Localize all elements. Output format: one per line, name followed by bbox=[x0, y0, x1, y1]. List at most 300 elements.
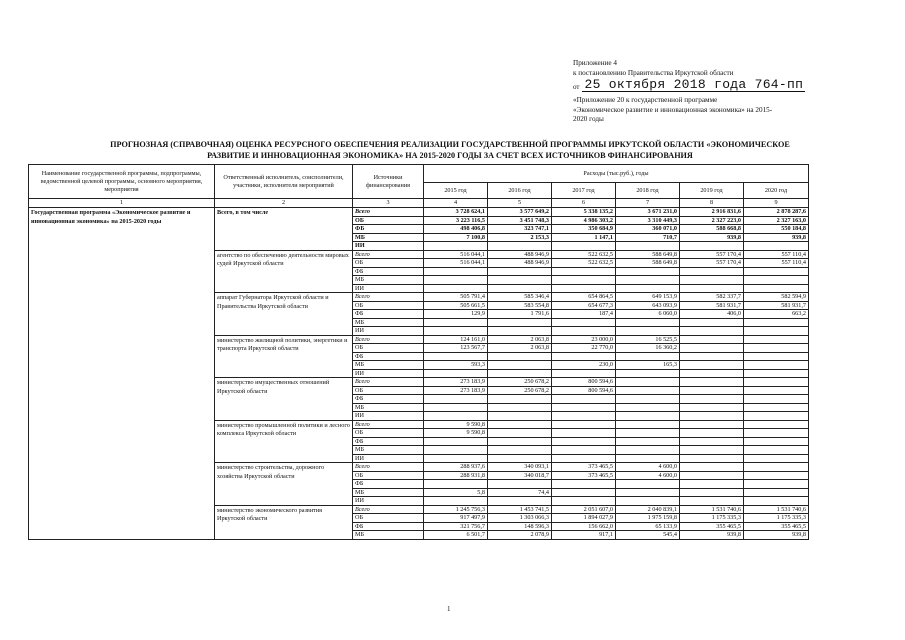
source-cell: ОБ bbox=[353, 386, 424, 395]
amount-cell bbox=[616, 352, 680, 361]
source-cell: ИИ bbox=[353, 412, 424, 421]
amount-cell bbox=[488, 395, 552, 404]
amount-cell bbox=[616, 318, 680, 327]
annex-ref-line: «Экономическое развитие и инновационная экономика» на 2015- bbox=[573, 105, 773, 114]
amount-cell: 165,3 bbox=[616, 361, 680, 370]
source-cell: Всего bbox=[353, 505, 424, 514]
amount-cell bbox=[680, 318, 744, 327]
amount-cell bbox=[680, 352, 744, 361]
amount-cell: 550 184,8 bbox=[744, 225, 809, 234]
amount-cell: 581 931,7 bbox=[744, 301, 809, 310]
amount-cell bbox=[488, 318, 552, 327]
amount-cell bbox=[488, 454, 552, 463]
amount-cell: 588 668,8 bbox=[680, 225, 744, 234]
source-cell: МБ bbox=[353, 446, 424, 455]
document-title bbox=[50, 139, 850, 161]
amount-cell bbox=[552, 327, 616, 336]
amount-cell: 522 632,5 bbox=[552, 250, 616, 259]
source-cell: ОБ bbox=[353, 301, 424, 310]
amount-cell: 1 175 335,3 bbox=[680, 514, 744, 523]
amount-cell bbox=[488, 497, 552, 506]
source-cell: ИИ bbox=[353, 497, 424, 506]
amount-cell: 355 465,5 bbox=[744, 522, 809, 531]
amount-cell: 2 063,8 bbox=[488, 335, 552, 344]
amount-cell bbox=[616, 284, 680, 293]
annex-number: Приложение 4 bbox=[573, 59, 617, 67]
amount-cell: 2 078,9 bbox=[488, 531, 552, 540]
amount-cell bbox=[680, 344, 744, 353]
amount-cell bbox=[680, 497, 744, 506]
amount-cell bbox=[680, 335, 744, 344]
amount-cell bbox=[552, 242, 616, 251]
header-program: Наименование государственной программы, подпрограммы, ведомственной целевой программы, основного мероприятия, мероприятия bbox=[29, 165, 215, 199]
source-cell: МБ bbox=[353, 318, 424, 327]
amount-cell bbox=[552, 437, 616, 446]
amount-cell bbox=[744, 420, 809, 429]
source-cell: МБ bbox=[353, 403, 424, 412]
amount-cell: 1 245 756,3 bbox=[424, 505, 488, 514]
amount-cell bbox=[488, 480, 552, 489]
amount-cell: 123 567,7 bbox=[424, 344, 488, 353]
column-index: 7 bbox=[616, 199, 680, 208]
amount-cell bbox=[488, 429, 552, 438]
amount-cell: 2 051 607,0 bbox=[552, 505, 616, 514]
executor-cell: министерство имущественных отношений Иркутской области bbox=[215, 378, 353, 421]
decree-date-stamp: 25 октября 2018 года 764-пп bbox=[584, 77, 804, 93]
amount-cell: 917 497,9 bbox=[424, 514, 488, 523]
amount-cell bbox=[680, 403, 744, 412]
amount-cell bbox=[744, 335, 809, 344]
amount-cell: 3 728 624,1 bbox=[424, 208, 488, 217]
amount-cell: 710,7 bbox=[616, 233, 680, 242]
amount-cell bbox=[616, 276, 680, 285]
source-cell: Всего bbox=[353, 208, 424, 217]
amount-cell: 273 183,9 bbox=[424, 386, 488, 395]
amount-cell: 360 071,0 bbox=[616, 225, 680, 234]
amount-cell bbox=[680, 454, 744, 463]
amount-cell bbox=[424, 318, 488, 327]
amount-cell: 16 360,2 bbox=[616, 344, 680, 353]
amount-cell: 800 594,6 bbox=[552, 386, 616, 395]
column-index: 2 bbox=[215, 199, 353, 208]
amount-cell: 4 600,0 bbox=[616, 471, 680, 480]
amount-cell: 593,3 bbox=[424, 361, 488, 370]
amount-cell: 65 133,9 bbox=[616, 522, 680, 531]
amount-cell bbox=[744, 361, 809, 370]
amount-cell: 545,4 bbox=[616, 531, 680, 540]
amount-cell: 1 531 740,6 bbox=[744, 505, 809, 514]
header-year: 2017 год bbox=[552, 183, 616, 199]
page-number: 1 bbox=[447, 605, 451, 613]
header-year: 2019 год bbox=[680, 183, 744, 199]
amount-cell bbox=[488, 412, 552, 421]
amount-cell bbox=[680, 395, 744, 404]
source-cell: ФБ bbox=[353, 352, 424, 361]
source-cell: ОБ bbox=[353, 259, 424, 268]
source-cell: ОБ bbox=[353, 429, 424, 438]
amount-cell bbox=[616, 412, 680, 421]
amount-cell: 1 975 159,8 bbox=[616, 514, 680, 523]
amount-cell: 4 986 303,2 bbox=[552, 216, 616, 225]
amount-cell: 498 406,8 bbox=[424, 225, 488, 234]
amount-cell bbox=[488, 284, 552, 293]
amount-cell bbox=[616, 242, 680, 251]
amount-cell: 340 018,7 bbox=[488, 471, 552, 480]
executor-cell: министерство строительства, дорожного хозяйства Иркутской области bbox=[215, 463, 353, 506]
amount-cell: 488 946,9 bbox=[488, 259, 552, 268]
amount-cell bbox=[616, 369, 680, 378]
from-prefix: от bbox=[573, 82, 580, 91]
amount-cell bbox=[552, 497, 616, 506]
source-cell: Всего bbox=[353, 420, 424, 429]
annex-program-reference bbox=[573, 96, 833, 125]
header-year: 2015 год bbox=[424, 183, 488, 199]
amount-cell bbox=[616, 437, 680, 446]
amount-cell bbox=[744, 488, 809, 497]
amount-cell bbox=[744, 454, 809, 463]
amount-cell bbox=[616, 480, 680, 489]
amount-cell: 148 596,3 bbox=[488, 522, 552, 531]
program-name-cell: Государственная программа «Экономическое развитие и инновационная экономика» на 2015-2020 годы bbox=[29, 208, 215, 540]
annex-header bbox=[573, 59, 833, 125]
column-index: 1 bbox=[29, 199, 215, 208]
amount-cell: 6 060,0 bbox=[616, 310, 680, 319]
amount-cell bbox=[680, 463, 744, 472]
source-cell: МБ bbox=[353, 361, 424, 370]
amount-cell bbox=[616, 395, 680, 404]
amount-cell bbox=[424, 352, 488, 361]
amount-cell: 2 153,3 bbox=[488, 233, 552, 242]
amount-cell: 939,8 bbox=[744, 531, 809, 540]
amount-cell bbox=[424, 446, 488, 455]
amount-cell bbox=[424, 497, 488, 506]
amount-cell: 74,4 bbox=[488, 488, 552, 497]
amount-cell: 350 684,9 bbox=[552, 225, 616, 234]
amount-cell: 5 338 135,2 bbox=[552, 208, 616, 217]
amount-cell bbox=[424, 454, 488, 463]
amount-cell: 187,4 bbox=[552, 310, 616, 319]
amount-cell: 6 501,7 bbox=[424, 531, 488, 540]
amount-cell bbox=[680, 412, 744, 421]
source-cell: ИИ bbox=[353, 369, 424, 378]
amount-cell: 3 671 231,0 bbox=[616, 208, 680, 217]
amount-cell: 800 594,6 bbox=[552, 378, 616, 387]
table-row bbox=[29, 208, 809, 217]
source-cell: ОБ bbox=[353, 514, 424, 523]
amount-cell: 1 175 335,3 bbox=[744, 514, 809, 523]
amount-cell: 3 310 449,3 bbox=[616, 216, 680, 225]
amount-cell bbox=[744, 352, 809, 361]
amount-cell bbox=[552, 369, 616, 378]
source-cell: Всего bbox=[353, 463, 424, 472]
column-index: 6 bbox=[552, 199, 616, 208]
amount-cell bbox=[680, 267, 744, 276]
amount-cell bbox=[616, 488, 680, 497]
amount-cell bbox=[744, 429, 809, 438]
amount-cell: 1 894 027,9 bbox=[552, 514, 616, 523]
executor-cell: Всего, в том числе bbox=[215, 208, 353, 251]
amount-cell bbox=[488, 446, 552, 455]
amount-cell: 588 649,8 bbox=[616, 250, 680, 259]
amount-cell: 355 465,5 bbox=[680, 522, 744, 531]
amount-cell: 129,9 bbox=[424, 310, 488, 319]
amount-cell bbox=[616, 378, 680, 387]
amount-cell: 124 161,0 bbox=[424, 335, 488, 344]
amount-cell: 22 770,0 bbox=[552, 344, 616, 353]
amount-cell bbox=[680, 284, 744, 293]
amount-cell: 2 327 163,0 bbox=[744, 216, 809, 225]
amount-cell bbox=[680, 276, 744, 285]
source-cell: ФБ bbox=[353, 437, 424, 446]
resource-table bbox=[28, 164, 809, 540]
amount-cell bbox=[488, 369, 552, 378]
amount-cell: 505 791,4 bbox=[424, 293, 488, 302]
executor-cell: аппарат Губернатора Иркутской области и Правительства Иркутской области bbox=[215, 293, 353, 336]
amount-cell bbox=[744, 497, 809, 506]
title-line: ПРОГНОЗНАЯ (СПРАВОЧНАЯ) ОЦЕНКА РЕСУРСНОГО ОБЕСПЕЧЕНИЯ РЕАЛИЗАЦИИ ГОСУДАРСТВЕННОЙ ПРОГРАММЫ ИРКУТСКОЙ ОБЛАСТИ «ЭКОНОМИЧЕСКОЕ bbox=[110, 140, 790, 149]
amount-cell: 2 327 223,0 bbox=[680, 216, 744, 225]
amount-cell bbox=[552, 284, 616, 293]
amount-cell bbox=[680, 361, 744, 370]
source-cell: МБ bbox=[353, 233, 424, 242]
amount-cell bbox=[552, 412, 616, 421]
amount-cell: 939,8 bbox=[680, 531, 744, 540]
amount-cell bbox=[488, 242, 552, 251]
amount-cell bbox=[552, 318, 616, 327]
executor-cell: министерство экономического развития Иркутской области bbox=[215, 505, 353, 539]
amount-cell bbox=[552, 454, 616, 463]
amount-cell bbox=[744, 318, 809, 327]
amount-cell bbox=[424, 412, 488, 421]
amount-cell bbox=[552, 480, 616, 489]
title-line: РАЗВИТИЕ И ИННОВАЦИОННАЯ ЭКОНОМИКА» НА 2015-2020 ГОДЫ ЗА СЧЕТ ВСЕХ ИСТОЧНИКОВ ФИНАНСИРОВАНИЯ bbox=[207, 151, 693, 160]
amount-cell: 643 093,9 bbox=[616, 301, 680, 310]
amount-cell bbox=[616, 497, 680, 506]
amount-cell bbox=[488, 361, 552, 370]
amount-cell bbox=[488, 267, 552, 276]
amount-cell: 939,8 bbox=[744, 233, 809, 242]
amount-cell bbox=[552, 446, 616, 455]
amount-cell: 654 864,5 bbox=[552, 293, 616, 302]
amount-cell bbox=[744, 437, 809, 446]
decree-date-row bbox=[573, 78, 833, 92]
amount-cell bbox=[680, 437, 744, 446]
amount-cell bbox=[744, 242, 809, 251]
amount-cell bbox=[552, 403, 616, 412]
amount-cell bbox=[744, 378, 809, 387]
amount-cell: 581 931,7 bbox=[680, 301, 744, 310]
amount-cell bbox=[680, 242, 744, 251]
amount-cell: 917,1 bbox=[552, 531, 616, 540]
amount-cell bbox=[680, 378, 744, 387]
amount-cell bbox=[616, 454, 680, 463]
amount-cell bbox=[744, 386, 809, 395]
amount-cell: 7 100,8 bbox=[424, 233, 488, 242]
amount-cell: 2 040 839,1 bbox=[616, 505, 680, 514]
amount-cell: 557 170,4 bbox=[680, 259, 744, 268]
amount-cell: 2 878 287,6 bbox=[744, 208, 809, 217]
amount-cell bbox=[424, 395, 488, 404]
amount-cell bbox=[424, 437, 488, 446]
column-index: 3 bbox=[353, 199, 424, 208]
amount-cell bbox=[744, 369, 809, 378]
column-index: 5 bbox=[488, 199, 552, 208]
amount-cell: 1 303 066,3 bbox=[488, 514, 552, 523]
amount-cell: 373 465,5 bbox=[552, 463, 616, 472]
source-cell: ОБ bbox=[353, 471, 424, 480]
amount-cell: 522 632,5 bbox=[552, 259, 616, 268]
amount-cell: 1 531 740,6 bbox=[680, 505, 744, 514]
amount-cell: 323 747,1 bbox=[488, 225, 552, 234]
amount-cell bbox=[616, 446, 680, 455]
amount-cell bbox=[616, 327, 680, 336]
amount-cell bbox=[488, 420, 552, 429]
header-source: Источники финансирования bbox=[353, 165, 424, 199]
amount-cell bbox=[744, 327, 809, 336]
amount-cell: 516 044,1 bbox=[424, 259, 488, 268]
amount-cell: 3 223 116,5 bbox=[424, 216, 488, 225]
amount-cell: 321 756,7 bbox=[424, 522, 488, 531]
amount-cell: 582 594,9 bbox=[744, 293, 809, 302]
amount-cell: 557 110,4 bbox=[744, 250, 809, 259]
amount-cell: 4 600,0 bbox=[616, 463, 680, 472]
amount-cell bbox=[744, 284, 809, 293]
amount-cell bbox=[744, 403, 809, 412]
amount-cell: 649 153,9 bbox=[616, 293, 680, 302]
amount-cell: 2 916 831,6 bbox=[680, 208, 744, 217]
source-cell: ИИ bbox=[353, 284, 424, 293]
amount-cell bbox=[744, 446, 809, 455]
amount-cell: 156 662,0 bbox=[552, 522, 616, 531]
amount-cell bbox=[616, 267, 680, 276]
source-cell: ФБ bbox=[353, 310, 424, 319]
amount-cell bbox=[424, 284, 488, 293]
amount-cell bbox=[744, 267, 809, 276]
amount-cell: 23 000,0 bbox=[552, 335, 616, 344]
annex-ref-line: «Приложение 20 к государственной программе bbox=[573, 96, 718, 105]
amount-cell bbox=[616, 386, 680, 395]
amount-cell bbox=[488, 437, 552, 446]
executor-cell: министерство промышленной политики и лесного комплекса Иркутской области bbox=[215, 420, 353, 463]
amount-cell bbox=[744, 480, 809, 489]
amount-cell bbox=[680, 480, 744, 489]
amount-cell: 16 525,5 bbox=[616, 335, 680, 344]
header-year: 2016 год bbox=[488, 183, 552, 199]
source-cell: ОБ bbox=[353, 216, 424, 225]
amount-cell bbox=[488, 327, 552, 336]
source-cell: МБ bbox=[353, 488, 424, 497]
amount-cell: 516 044,1 bbox=[424, 250, 488, 259]
amount-cell: 288 937,6 bbox=[424, 463, 488, 472]
amount-cell: 1 791,6 bbox=[488, 310, 552, 319]
amount-cell bbox=[680, 420, 744, 429]
executor-cell: министерство жилищной политики, энергетики и транспорта Иркутской области bbox=[215, 335, 353, 378]
amount-cell bbox=[424, 327, 488, 336]
amount-cell bbox=[424, 276, 488, 285]
amount-cell bbox=[488, 403, 552, 412]
decree-reference: к постановлению Правительства Иркутской области bbox=[573, 68, 734, 77]
amount-cell bbox=[424, 242, 488, 251]
amount-cell: 250 678,2 bbox=[488, 386, 552, 395]
amount-cell bbox=[680, 446, 744, 455]
amount-cell: 585 346,4 bbox=[488, 293, 552, 302]
amount-cell: 654 677,3 bbox=[552, 301, 616, 310]
source-cell: ФБ bbox=[353, 267, 424, 276]
source-cell: ФБ bbox=[353, 522, 424, 531]
amount-cell bbox=[744, 471, 809, 480]
amount-cell bbox=[424, 267, 488, 276]
header-executor: Ответственный исполнитель, соисполнители, участники, исполнители мероприятий bbox=[215, 165, 353, 199]
amount-cell bbox=[552, 395, 616, 404]
amount-cell: 588 649,8 bbox=[616, 259, 680, 268]
amount-cell: 1 147,1 bbox=[552, 233, 616, 242]
amount-cell bbox=[552, 488, 616, 497]
column-index: 4 bbox=[424, 199, 488, 208]
source-cell: Всего bbox=[353, 250, 424, 259]
amount-cell: 3 451 748,3 bbox=[488, 216, 552, 225]
amount-cell: 488 946,9 bbox=[488, 250, 552, 259]
amount-cell bbox=[552, 429, 616, 438]
amount-cell: 505 661,5 bbox=[424, 301, 488, 310]
amount-cell: 406,0 bbox=[680, 310, 744, 319]
amount-cell bbox=[616, 420, 680, 429]
source-cell: ФБ bbox=[353, 395, 424, 404]
amount-cell: 9 590,8 bbox=[424, 429, 488, 438]
annex-ref-line: 2020 годы bbox=[573, 115, 604, 124]
source-cell: МБ bbox=[353, 531, 424, 540]
amount-cell: 9 590,8 bbox=[424, 420, 488, 429]
header-year: 2020 год bbox=[744, 183, 809, 199]
column-index-row bbox=[29, 199, 809, 208]
source-cell: ИИ bbox=[353, 242, 424, 251]
amount-cell: 273 183,9 bbox=[424, 378, 488, 387]
amount-cell bbox=[680, 386, 744, 395]
amount-cell: 2 063,8 bbox=[488, 344, 552, 353]
amount-cell: 583 554,8 bbox=[488, 301, 552, 310]
amount-cell bbox=[488, 352, 552, 361]
table-header-row bbox=[29, 165, 809, 183]
source-cell: ФБ bbox=[353, 480, 424, 489]
amount-cell bbox=[744, 344, 809, 353]
amount-cell bbox=[616, 403, 680, 412]
amount-cell bbox=[744, 463, 809, 472]
amount-cell bbox=[424, 369, 488, 378]
amount-cell bbox=[744, 395, 809, 404]
amount-cell: 1 453 741,5 bbox=[488, 505, 552, 514]
source-cell: ИИ bbox=[353, 454, 424, 463]
header-expenses: Расходы (тыс.руб.), годы bbox=[424, 165, 809, 183]
amount-cell bbox=[424, 480, 488, 489]
amount-cell bbox=[680, 471, 744, 480]
source-cell: Всего bbox=[353, 335, 424, 344]
amount-cell bbox=[680, 327, 744, 336]
amount-cell bbox=[680, 429, 744, 438]
source-cell: ОБ bbox=[353, 344, 424, 353]
amount-cell: 582 337,7 bbox=[680, 293, 744, 302]
amount-cell bbox=[552, 420, 616, 429]
amount-cell bbox=[552, 352, 616, 361]
amount-cell bbox=[552, 276, 616, 285]
source-cell: Всего bbox=[353, 293, 424, 302]
amount-cell: 250 678,2 bbox=[488, 378, 552, 387]
column-index: 8 bbox=[680, 199, 744, 208]
executor-cell: агентство по обеспечению деятельности мировых судей Иркутской области bbox=[215, 250, 353, 293]
amount-cell: 230,0 bbox=[552, 361, 616, 370]
amount-cell: 5,8 bbox=[424, 488, 488, 497]
amount-cell bbox=[680, 488, 744, 497]
amount-cell: 288 931,8 bbox=[424, 471, 488, 480]
amount-cell: 557 170,4 bbox=[680, 250, 744, 259]
